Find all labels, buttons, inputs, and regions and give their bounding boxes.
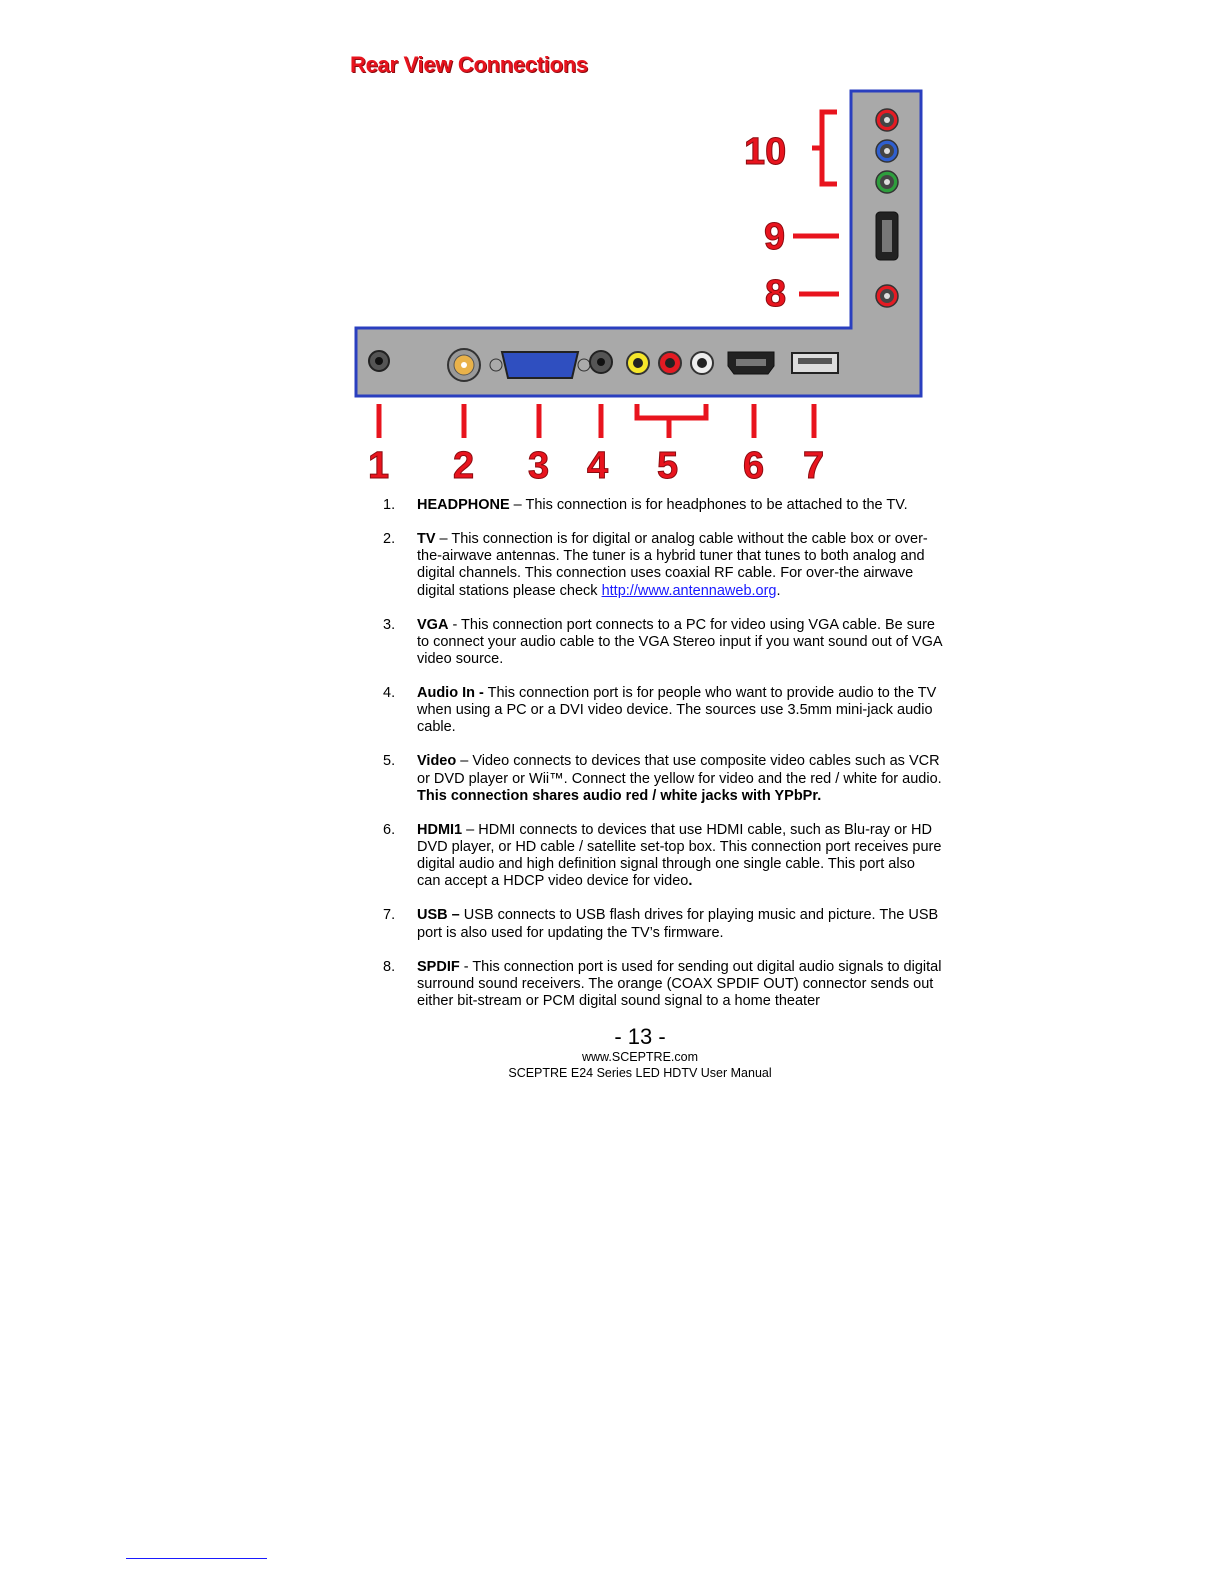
- item-separator: –: [456, 753, 473, 770]
- item-title: TV: [417, 531, 436, 547]
- spdif-jack: [876, 285, 898, 307]
- item-title: USB –: [417, 907, 460, 924]
- item-text: HDMI connects to devices that use HDMI cable, such as Blu-ray or HD DVD player, or HD cable / satellite set-top box. This connection port receives pure digital audio and high definition signal through one single cable. This port also can accept a HDCP video device for video: [417, 821, 942, 890]
- footer-manual-title: SCEPTRE E24 Series LED HDTV User Manual: [508, 1066, 772, 1080]
- callout-3: 3: [528, 445, 550, 487]
- item-title: HEADPHONE: [417, 497, 510, 513]
- callout-1: 1: [368, 445, 390, 487]
- antennaweb-link[interactable]: http://www.antennaweb.org: [601, 582, 777, 599]
- callout-bracket-10: [812, 112, 837, 184]
- page-number: - 13 -: [614, 1024, 666, 1049]
- item-text: This connection port is used for sending out digital audio signals to digital surround sound receivers. The orange (COAX SPDIF OUT) connector sends out either bit-stream or PCM digital sound signal to a home theater: [417, 958, 942, 1010]
- coax-rf-connector: [448, 349, 480, 381]
- list-item: [382, 959, 942, 1011]
- callout-8: 8: [765, 273, 787, 315]
- component-jack-green: [876, 171, 898, 193]
- callout-4: 4: [587, 445, 609, 487]
- item-text-end: .: [776, 582, 781, 599]
- item-text: This connection is for headphones to be attached to the TV.: [525, 497, 908, 513]
- rear-panel-svg: [340, 82, 940, 492]
- callout-9: 9: [764, 216, 786, 258]
- item-number: 6.: [383, 821, 396, 838]
- item-number: 3.: [383, 616, 396, 633]
- list-item: [382, 753, 942, 805]
- item-separator: –: [435, 531, 452, 547]
- audio-jack-red: [659, 352, 681, 374]
- item-text: This connection port is for people who want to provide audio to the TV when using a PC or a DVI video device. The sources use 3.5mm mini-jack audio cable.: [417, 685, 937, 736]
- item-separator: –: [462, 821, 479, 838]
- audio-jack-white: [691, 352, 713, 374]
- audio-in-jack: [590, 351, 612, 373]
- video-jack-yellow: [627, 352, 649, 374]
- item-text: This connection port connects to a PC for video using VGA cable. Be sure to connect your audio cable to the VGA Stereo input if you want sound out of VGA video source.: [417, 616, 942, 668]
- item-text: This connection is for digital or analog cable without the cable box or over-the-airwave antennas. The tuner is a hybrid tuner that tunes to both analog and digital channels. This connection uses coaxial RF cable. For over-the airwave digital stations please check: [417, 531, 928, 599]
- page-heading: Rear View Connections: [350, 52, 588, 77]
- callout-2: 2: [453, 445, 475, 487]
- item-separator: -: [459, 958, 473, 975]
- list-item: [382, 907, 942, 941]
- item-title: SPDIF: [417, 958, 460, 975]
- item-number: 7.: [383, 907, 396, 924]
- callout-7: 7: [803, 445, 825, 487]
- list-item: [382, 685, 942, 737]
- callout-10: 10: [744, 131, 787, 173]
- hdmi-port: [728, 352, 774, 374]
- callout-bracket-5: [637, 404, 706, 438]
- footnote-divider: [126, 1558, 267, 1559]
- footer-website: www.SCEPTRE.com: [582, 1050, 698, 1064]
- item-title: Audio In -: [417, 685, 484, 702]
- item-text: USB connects to USB flash drives for playing music and picture. The USB port is also used for updating the TV’s firmware.: [417, 907, 939, 941]
- item-separator: -: [448, 616, 462, 633]
- rear-panel-diagram: [340, 82, 940, 492]
- rear-panel-body: [356, 91, 921, 396]
- callout-6: 6: [743, 445, 765, 487]
- item-bold-note: .: [688, 873, 693, 890]
- item-title: HDMI1: [417, 821, 463, 838]
- item-number: 2.: [383, 531, 396, 547]
- usb-port: [792, 353, 838, 373]
- item-number: 4.: [383, 685, 396, 702]
- item-bold-note: This connection shares audio red / white jacks with YPbPr.: [417, 787, 822, 804]
- list-item: [382, 497, 942, 514]
- component-jack-blue: [876, 140, 898, 162]
- item-title: VGA: [417, 616, 449, 633]
- list-item: [382, 617, 942, 669]
- item-separator: –: [509, 497, 526, 513]
- item-number: 5.: [383, 753, 396, 770]
- list-item: [382, 531, 942, 600]
- item-number: 1.: [383, 497, 396, 513]
- list-item: [382, 822, 942, 891]
- item-number: 8.: [383, 958, 396, 975]
- callout-5: 5: [657, 445, 679, 487]
- item-title: Video: [417, 753, 457, 770]
- component-jack-red: [876, 109, 898, 131]
- connection-list: [382, 497, 942, 1027]
- item-text: Video connects to devices that use composite video cables such as VCR or DVD player or Wii™. Connect the yellow for video and the red / white for audio.: [417, 753, 942, 787]
- side-hdmi-port: [876, 212, 898, 260]
- headphone-jack: [369, 351, 389, 371]
